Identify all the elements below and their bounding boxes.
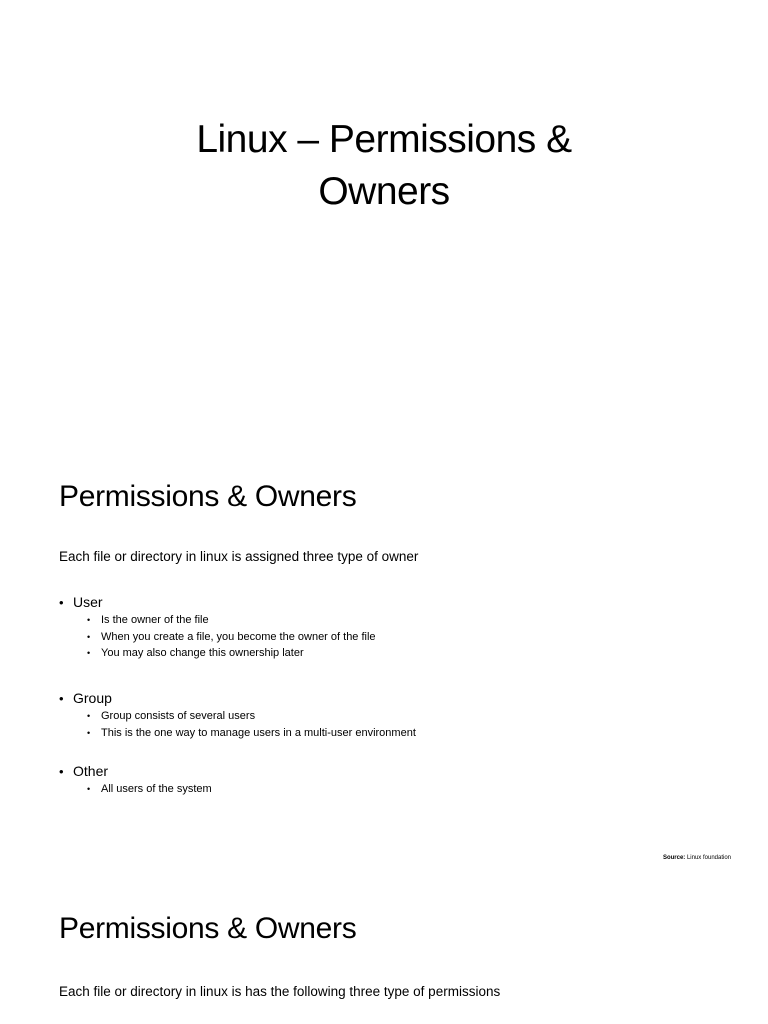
slide-title-line2: Owners xyxy=(318,170,450,213)
source-text: Linux foundation xyxy=(685,855,731,861)
sub-item-text: Group consists of several users xyxy=(101,710,256,722)
bullet-icon: • xyxy=(59,764,64,779)
owners-slide xyxy=(0,432,768,864)
sub-list-item xyxy=(87,629,719,646)
sub-item-text: This is the one way to manage users in a multi-user environment xyxy=(101,726,416,739)
list-item-group xyxy=(59,689,719,741)
bullet-icon: • xyxy=(87,615,91,625)
bullet-label: Group xyxy=(73,690,112,706)
bullet-label: User xyxy=(73,594,103,610)
sub-list-item xyxy=(87,612,719,629)
bullet-icon: • xyxy=(87,648,91,658)
source-label: Source: xyxy=(662,855,686,861)
sub-list-item xyxy=(87,708,719,725)
source-note xyxy=(663,854,731,862)
bullet-icon: • xyxy=(59,691,64,706)
sub-list-item xyxy=(87,725,719,742)
permissions-slide xyxy=(0,864,768,1024)
bullet-label: Other xyxy=(73,763,109,779)
bullet-icon: • xyxy=(59,595,64,610)
sub-item-text: When you create a file, you become the owner of the file xyxy=(101,630,376,643)
sub-list-item xyxy=(87,645,719,662)
list-item-other xyxy=(59,762,719,798)
sub-item-text: All users of the system xyxy=(101,783,212,795)
title-slide xyxy=(0,0,768,432)
slide-title-line1: Linux – Permissions & xyxy=(196,118,572,161)
bullet-icon: • xyxy=(87,631,91,642)
bullet-icon: • xyxy=(87,727,91,738)
intro-text: Each file or directory in linux is assigned three type of owner xyxy=(59,549,419,564)
bullet-icon: • xyxy=(87,711,91,721)
bullet-icon: • xyxy=(87,784,91,794)
sub-item-text: You may also change this ownership later xyxy=(101,647,304,659)
slide-heading: Permissions & Owners xyxy=(59,480,357,513)
slide-heading: Permissions & Owners xyxy=(59,912,357,945)
list-item-user xyxy=(59,593,719,662)
sub-item-text: Is the owner of the file xyxy=(101,614,209,626)
sub-list-item xyxy=(87,781,719,798)
intro-text: Each file or directory in linux is has the following three type of permissions xyxy=(59,984,501,999)
slide-title xyxy=(0,114,768,218)
